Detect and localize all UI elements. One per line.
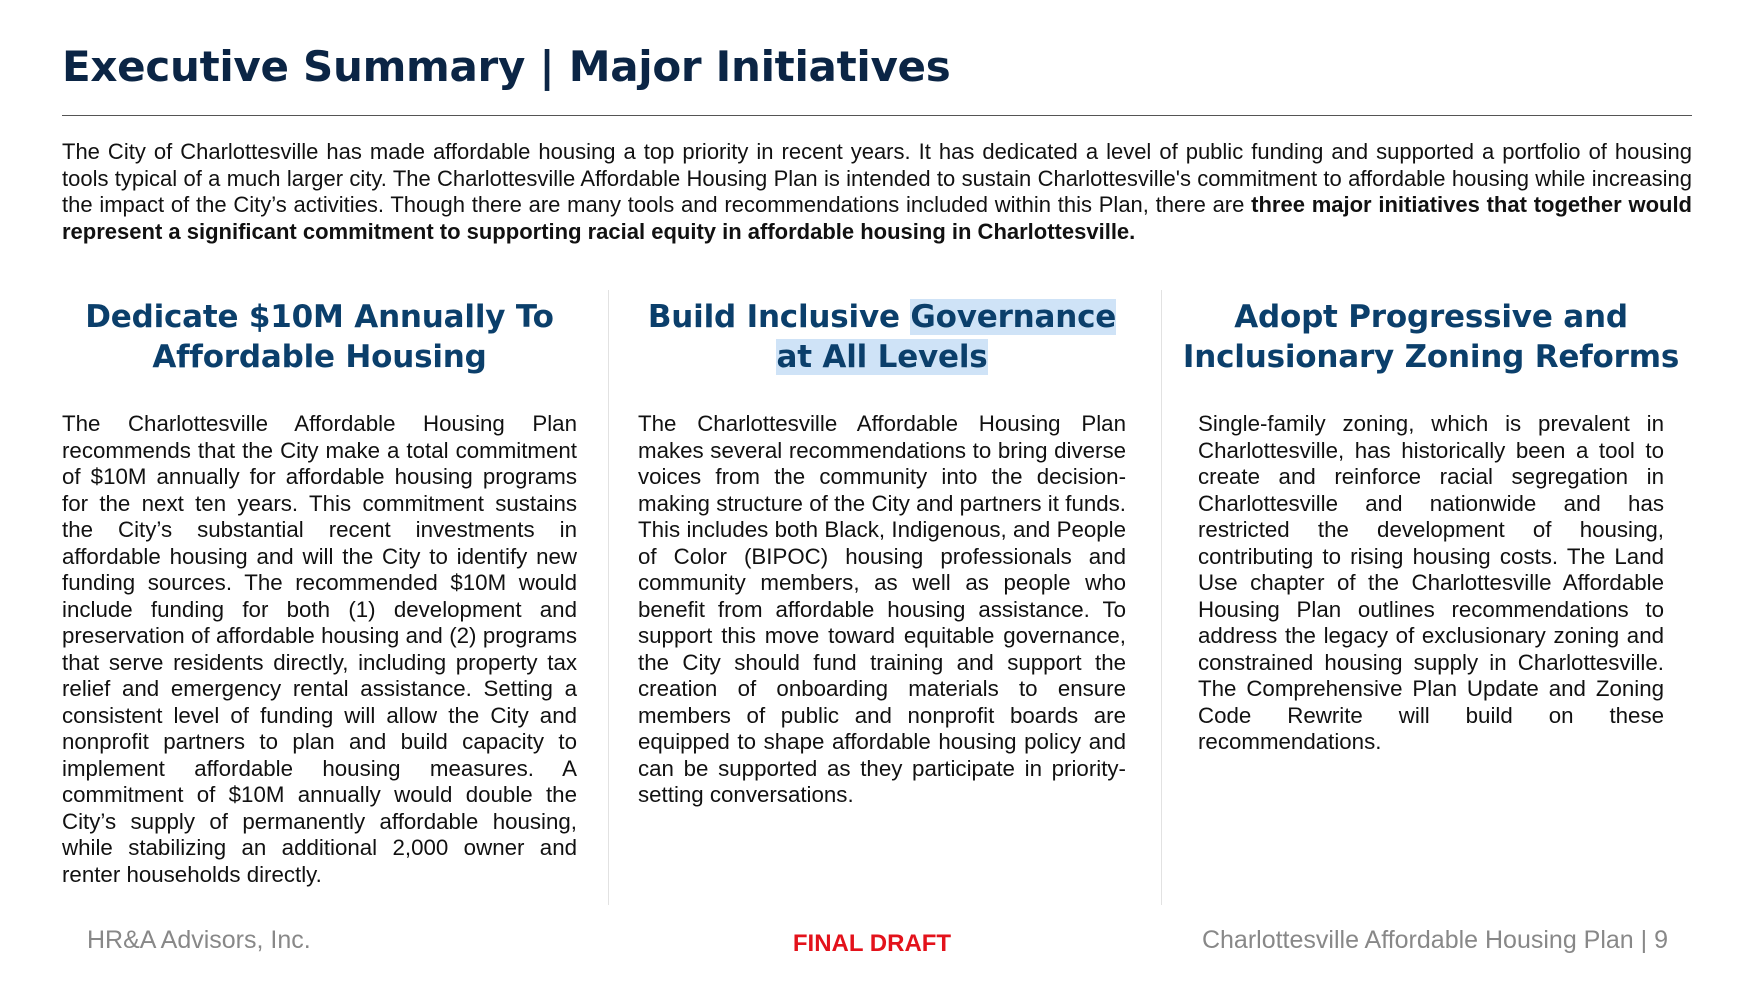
heading-line: Dedicate $10M Annually To — [85, 299, 554, 335]
initiative-body-zoning: Single-family zoning, which is prevalent in Charlottesville, has historically been a tool to create and reinforce racial segregation in Charlottesville and nationwide and has restricted the development of housing, contributing to rising housing costs. The Land Use chapter of the Charlottesville Affordable Housing Plan outlines recommendations to address the legacy of exclusionary zoning and constrained housing supply in Charlottesville. The Comprehensive Plan Update and Zoning Code Rewrite will build on these recommendations. — [1198, 411, 1664, 754]
initiative-heading-zoning — [1180, 297, 1682, 377]
intro-text: The City of Charlottesville has made affordable housing a top priority in recent years. It has dedicated a level of public funding and supported a portfolio of housing tools typical of a much larger city. The Charlottesville Affordable Housing Plan is intended to sustain Charlottesville's commitment to affordable housing while increasing the impact of the City’s activities. Though there are many tools and recommendations included within this Plan, there are — [62, 139, 1692, 217]
title-divider — [62, 115, 1692, 116]
initiative-heading-governance — [638, 297, 1126, 377]
highlighted-heading-text[interactable]: at All Levels — [776, 339, 988, 375]
footer-page-info: Charlottesville Affordable Housing Plan | 9 — [1201, 926, 1668, 954]
page-title: Executive Summary | Major Initiatives — [62, 42, 951, 91]
column-divider-1 — [608, 290, 609, 905]
heading-line — [638, 297, 1126, 337]
initiative-heading-funding — [62, 297, 577, 377]
heading-line: Inclusionary Zoning Reforms — [1182, 339, 1680, 375]
initiative-body-governance: The Charlottesville Affordable Housing Plan makes several recommendations to bring diverse voices from the community into the decision-making structure of the City and partners it funds. This includes both Black, Indigenous, and People of Color (BIPOC) housing professionals and community members, as well as people who benefit from affordable housing assistance. To support this move toward equitable governance, the City should fund training and support the creation of onboarding materials to ensure members of public and nonprofit boards are equipped to shape affordable housing policy and can be supported as they participate in priority-setting conversations. — [638, 411, 1126, 807]
draft-label: FINAL DRAFT — [792, 930, 952, 957]
intro-bold-text: three major initiatives that together would represent a significant commitment to supporting racial equity in affordable housing in Charlottesville. — [62, 192, 1692, 244]
initiative-column-governance — [638, 297, 1126, 809]
initiative-column-zoning — [1182, 297, 1680, 756]
footer-company: HR&A Advisors, Inc. — [87, 926, 311, 954]
heading-line: Affordable Housing — [152, 339, 487, 375]
column-divider-2 — [1161, 290, 1162, 905]
heading-text: Build Inclusive — [647, 299, 911, 335]
intro-paragraph — [62, 139, 1692, 245]
highlighted-heading-text[interactable]: Governance — [910, 299, 1117, 335]
initiative-body-funding: The Charlottesville Affordable Housing Plan recommends that the City make a total commitment of $10M annually for affordable housing programs for the next ten years. This commitment sustains the City’s substantial recent investments in affordable housing and will the City to identify new funding sources. The recommended $10M would include funding for both (1) development and preservation of affordable housing and (2) programs that serve residents directly, including property tax relief and emergency rental assistance. Setting a consistent level of funding will allow the City and nonprofit partners to plan and build capacity to implement affordable housing measures. A commitment of $10M annually would double the City’s supply of permanently affordable housing, while stabilizing an additional 2,000 owner and renter households directly. — [62, 411, 577, 887]
heading-line: Adopt Progressive and — [1234, 299, 1628, 335]
initiative-column-funding — [62, 297, 577, 888]
heading-line — [638, 337, 1126, 377]
